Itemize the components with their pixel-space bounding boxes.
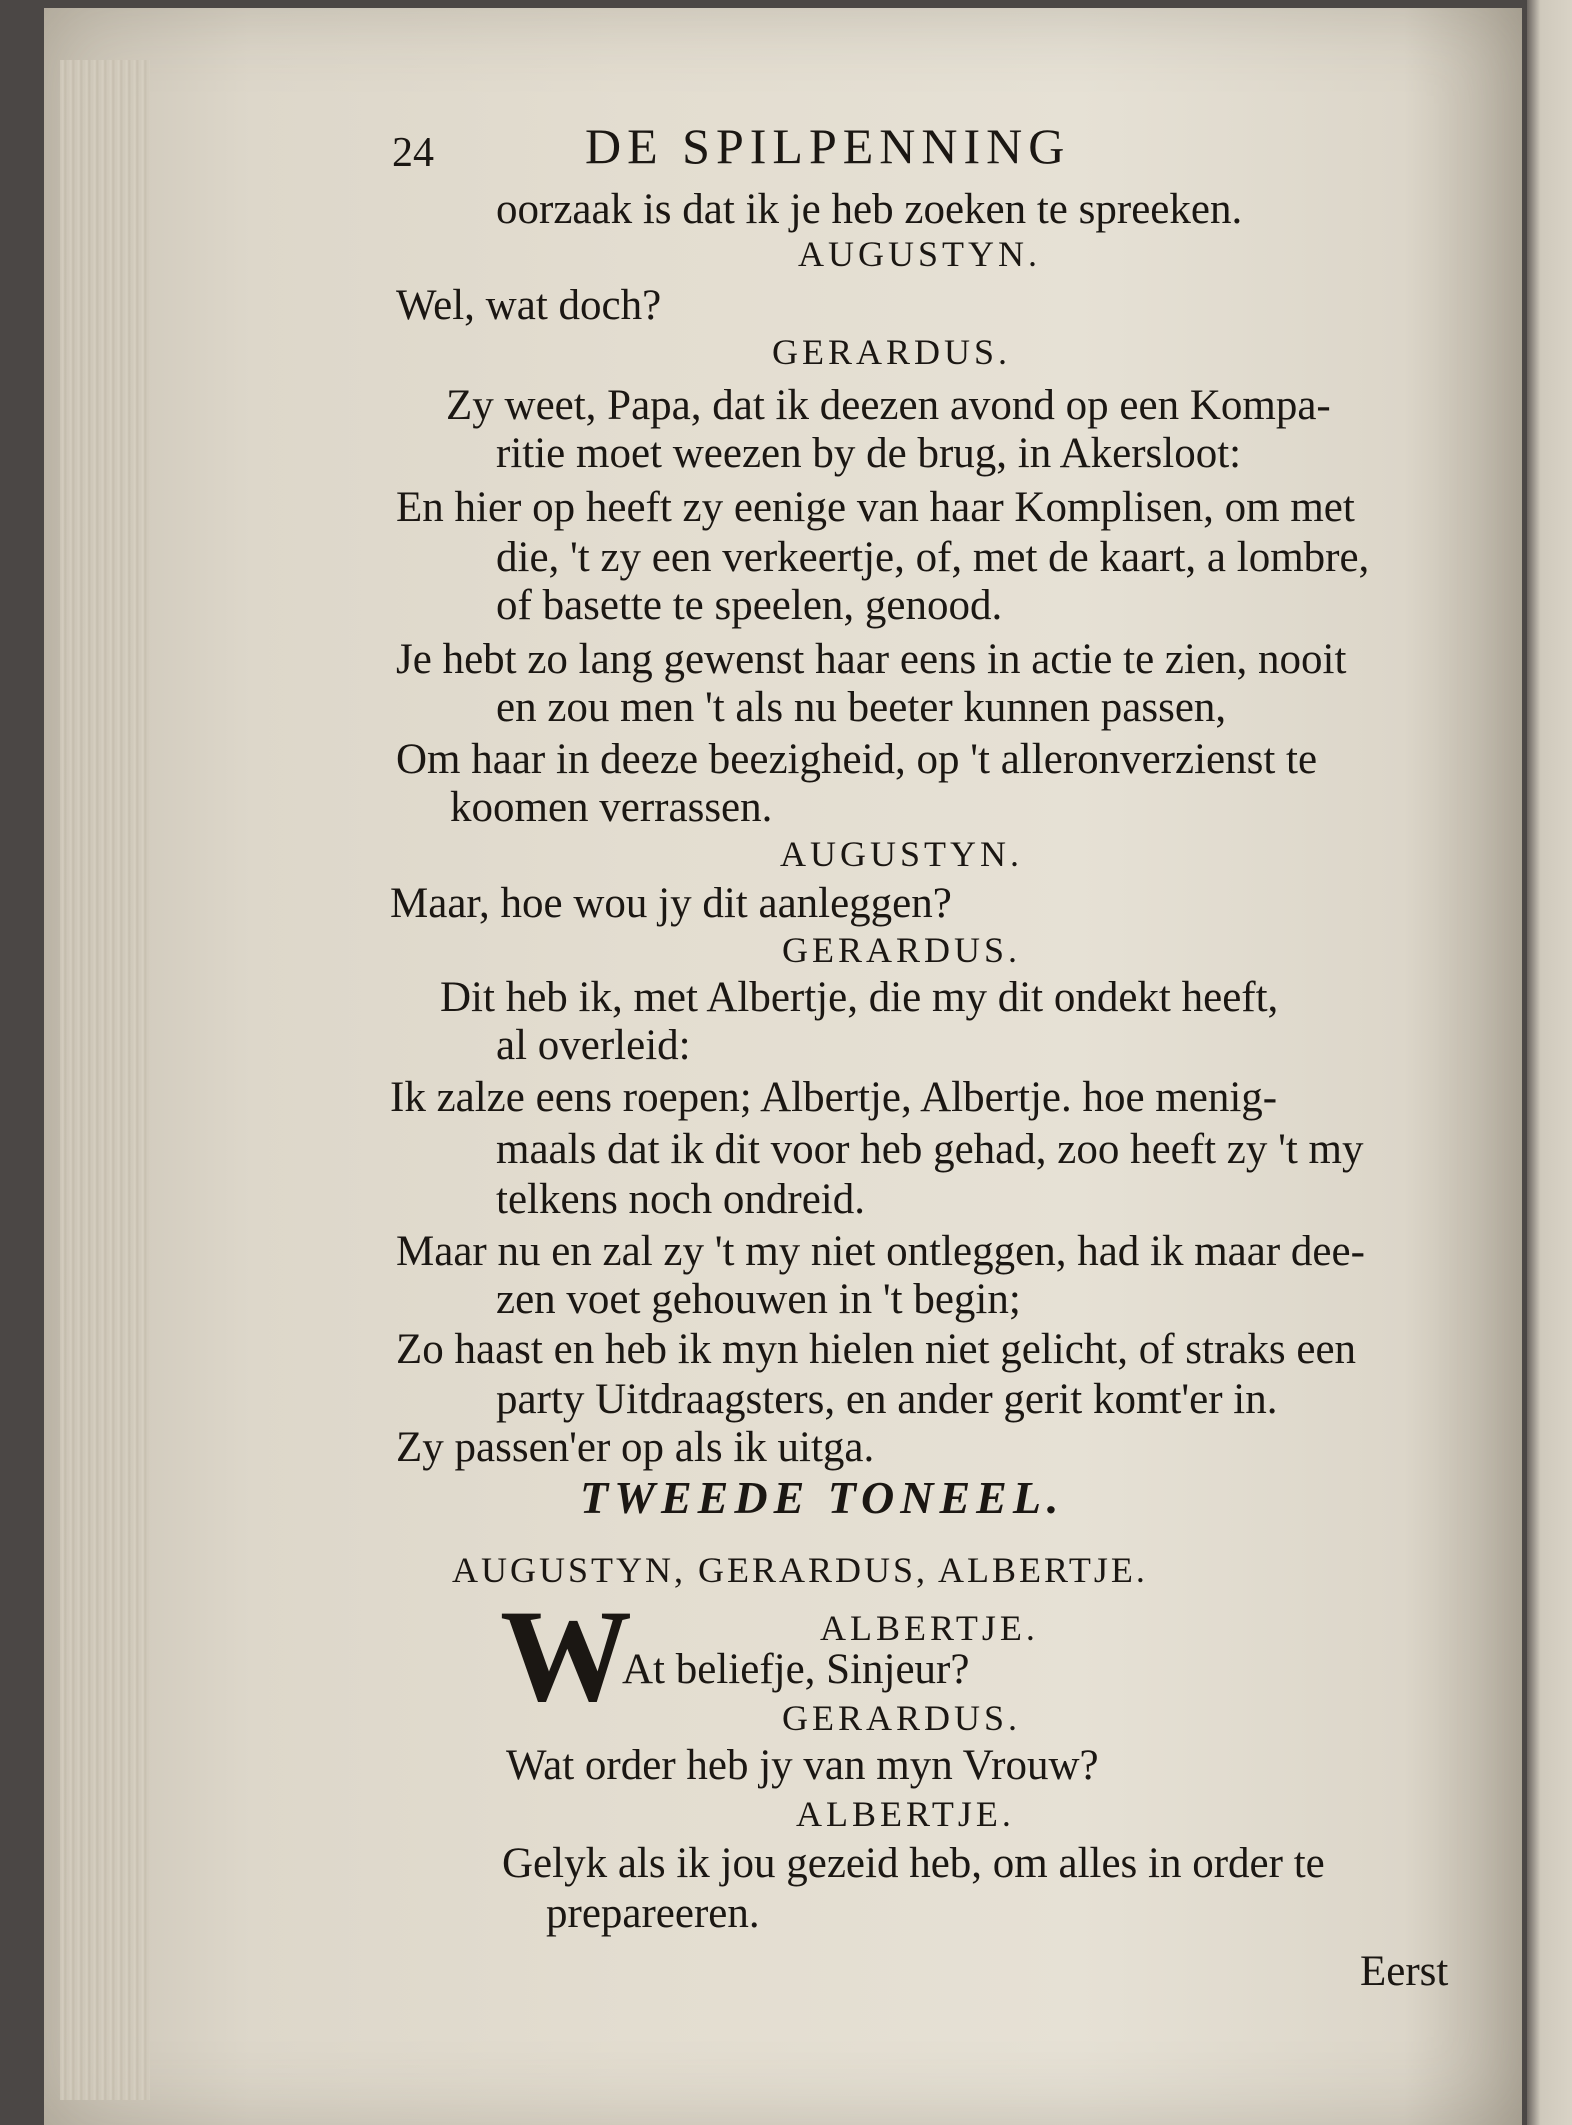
scene-cast: AUGUSTYN, GERARDUS, ALBERTJE. — [452, 1550, 1148, 1590]
text-line: At beliefje, Sinjeur? — [622, 1646, 970, 1693]
text-line: en zou men 't als nu beeter kunnen passen, — [496, 684, 1227, 731]
catchword: Eerst — [1360, 1948, 1449, 1995]
text-line: maals dat ik dit voor heb gehad, zoo heeft zy 't my — [496, 1126, 1364, 1173]
text-line: Zy weet, Papa, dat ik deezen avond op een Kompa- — [446, 382, 1331, 429]
text-line: Om haar in deeze beezigheid, op 't alleronverzienst te — [396, 736, 1318, 783]
text-line: Je hebt zo lang gewenst haar eens in actie te zien, nooit — [396, 636, 1347, 683]
running-title: DE SPILPENNING — [585, 118, 1071, 174]
text-line: En hier op heeft zy eenige van haar Komplisen, om met — [396, 484, 1355, 531]
page-number: 24 — [392, 130, 434, 176]
text-line: telkens noch ondreid. — [496, 1176, 865, 1223]
text-line: Zy passen'er op als ik uitga. — [396, 1424, 875, 1471]
text-line: Wat order heb jy van myn Vrouw? — [506, 1742, 1099, 1789]
text-line: ritie moet weezen by de brug, in Akersloot: — [496, 430, 1242, 477]
scene-title: TWEEDE TONEEL. — [580, 1472, 1065, 1523]
text-line: Wel, wat doch? — [396, 282, 662, 329]
text-line: oorzaak is dat ik je heb zoeken te spreeken. — [496, 186, 1243, 233]
text-line: die, 't zy een verkeertje, of, met de kaart, a lombre, — [496, 534, 1370, 581]
speaker-label: GERARDUS. — [782, 1698, 1022, 1738]
text-line: al overleid: — [496, 1022, 691, 1069]
text-line: zen voet gehouwen in 't begin; — [496, 1276, 1021, 1323]
text-line: Maar, hoe wou jy dit aanleggen? — [390, 880, 952, 927]
drop-capital: W — [500, 1582, 632, 1729]
text-line: Maar nu en zal zy 't my niet ontleggen, had ik maar dee- — [396, 1228, 1365, 1275]
speaker-label: AUGUSTYN. — [798, 234, 1041, 274]
text-line: Dit heb ik, met Albertje, die my dit ondekt heeft, — [440, 974, 1279, 1021]
text-line: Ik zalze eens roepen; Albertje, Albertje. hoe menig- — [390, 1074, 1278, 1121]
speaker-label: GERARDUS. — [772, 332, 1012, 372]
text-line: Gelyk als ik jou gezeid heb, om alles in order te — [502, 1840, 1325, 1887]
text-line: prepareeren. — [546, 1890, 760, 1937]
speaker-label: ALBERTJE. — [796, 1794, 1015, 1834]
text-line: party Uitdraagsters, en ander gerit komt'er in. — [496, 1376, 1278, 1423]
speaker-label: AUGUSTYN. — [780, 834, 1023, 874]
text-line: koomen verrassen. — [450, 784, 773, 831]
text-line: Zo haast en heb ik myn hielen niet gelicht, of straks een — [396, 1326, 1357, 1373]
speaker-label: GERARDUS. — [782, 930, 1022, 970]
speaker-label: ALBERTJE. — [820, 1608, 1039, 1648]
text-line: of basette te speelen, genood. — [496, 582, 1003, 629]
